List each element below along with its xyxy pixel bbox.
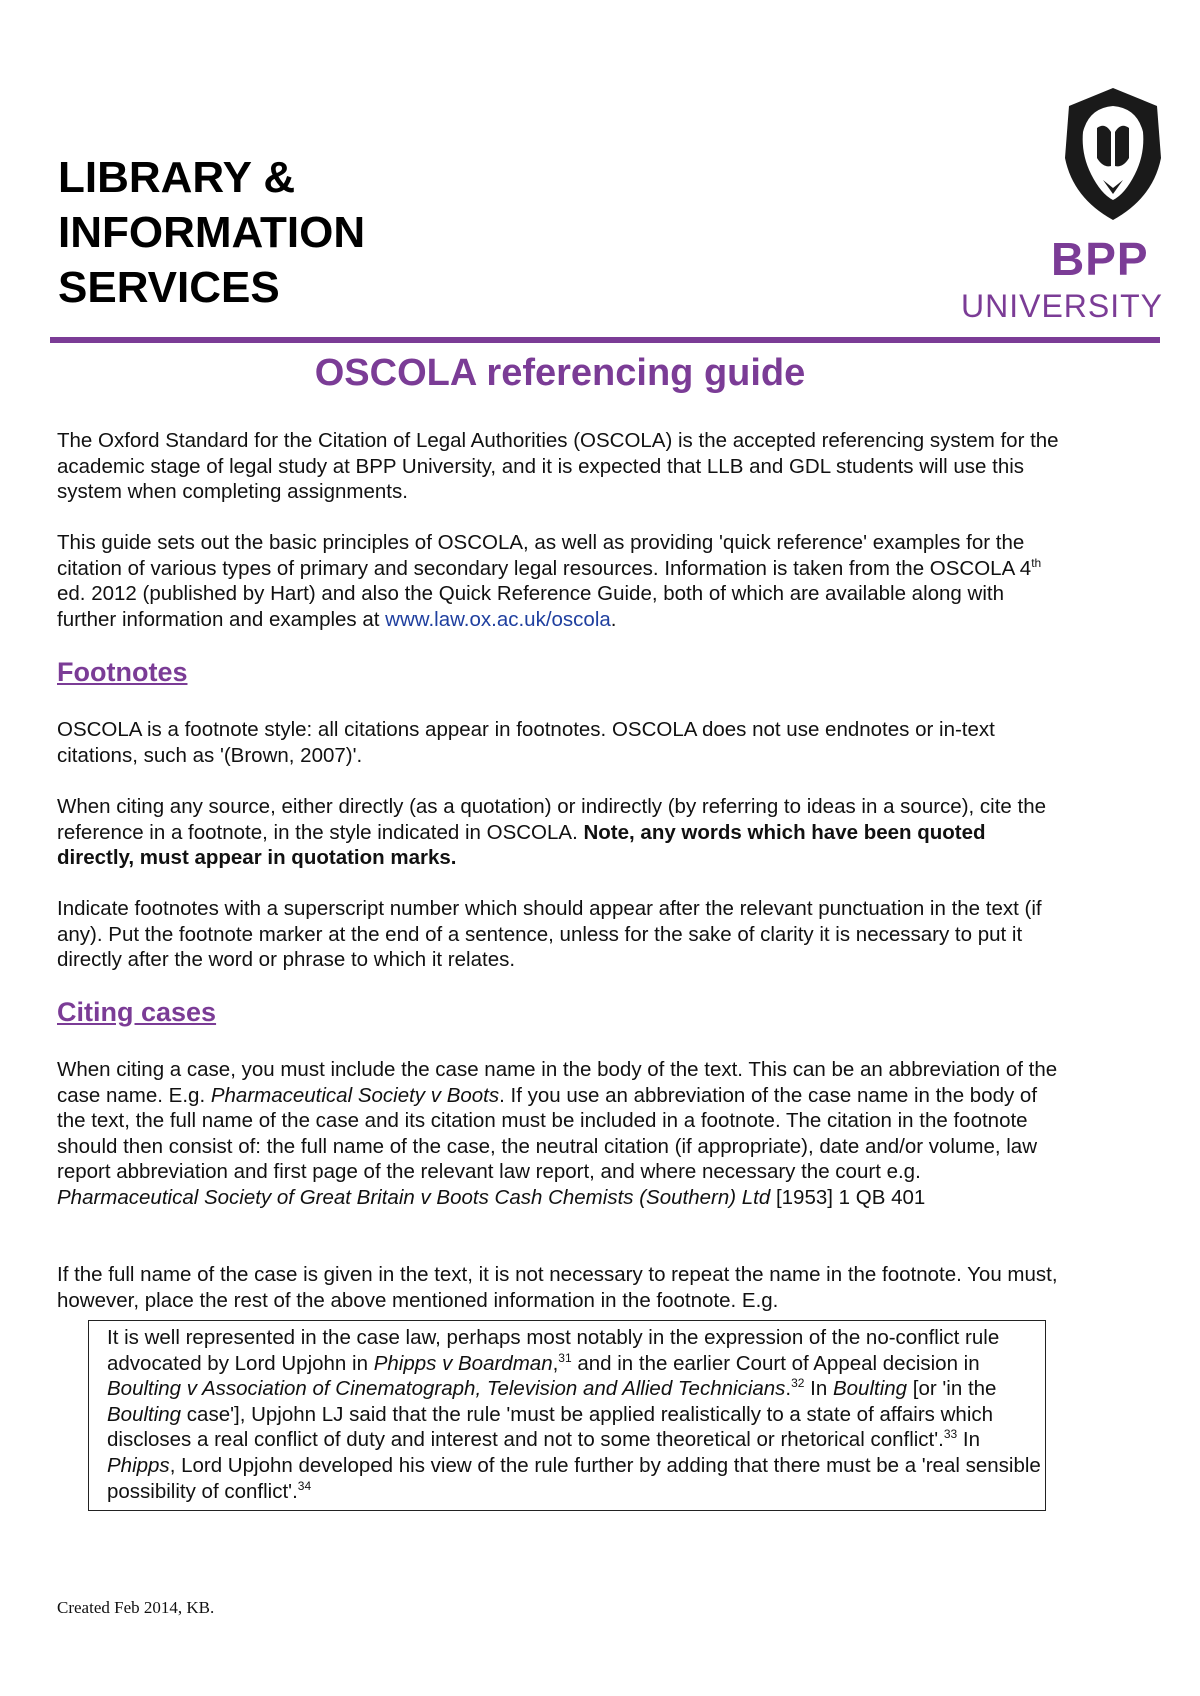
cases-paragraph-2: If the full name of the case is given in the text, it is not necessary to repeat the name in the footnote. You must, however, place the rest of the above mentioned information in the footnote. E.g. <box>57 1263 1058 1312</box>
bpp-university-logo <box>955 78 1170 338</box>
cases-paragraph-1: When citing a case, you must include the case name in the body of the text. This can be an abbreviation of the case name. E.g. Pharmaceutical Society v Boots. If you use an abbreviation of the case name in the body of the text, the full name of the case and its citation must be included in a footnote. The citation in the footnote should then consist of: the full name of the case, the neutral citation (if appropriate), date and/or volume, law report abbreviation and first page of the relevant law report, and where necessary the court e.g. Pharmaceutical Society of Great Britain v Boots Cash Chemists (Southern) Ltd [1953] 1 QB 401 <box>57 1058 1058 1209</box>
page-title: OSCOLA referencing guide <box>314 352 806 394</box>
library-services-heading: LIBRARY & INFORMATION SERVICES <box>58 153 366 312</box>
footnotes-paragraph-1: OSCOLA is a footnote style: all citations appear in footnotes. OSCOLA does not use endnotes or in-text citations, such as '(Brown, 2007)'. <box>57 718 995 767</box>
logo-sub: UNIVERSITY <box>960 288 1164 324</box>
intro-paragraph-2: This guide sets out the basic principles of OSCOLA, as well as providing 'quick reference' examples for the citation of various types of primary and secondary legal resources. Information is taken from the OSCOLA 4th ed. 2012 (published by Hart) and also the Quick Reference Guide, both of which are available along with further information and examples at www.law.ox.ac.uk/oscola. <box>57 531 1042 631</box>
intro-paragraph-1: The Oxford Standard for the Citation of Legal Authorities (OSCOLA) is the accepted referencing system for the academic stage of legal study at BPP University, and it is expected that LLB and GDL students will use this system when completing assignments. <box>57 429 1059 504</box>
logo-brand: BPP <box>1051 233 1149 285</box>
header-divider <box>50 337 1160 343</box>
footnotes-heading: Footnotes <box>57 657 188 687</box>
footer-created: Created Feb 2014, KB. <box>57 1598 215 1617</box>
example-quote-box: It is well represented in the case law, perhaps most notably in the expression of the no-conflict rule advocated by Lord Upjohn in Phipps v Boardman,$^{31}$ and in the earlier Court of Appeal decision in Boulting v Association of Cinematograph, Television and Allied Technicians.$^{32}$ In Boulting [or 'in the Boulting case'], Upjohn LJ said that the rule 'must be applied realistically to a state of affairs which discloses a real conflict of duty and interest and not to some theoretical or rhetorical conflict'.$^{33}$ In Phipps, Lord Upjohn developed his view of the rule further by adding that there must be a 'real sensible possibility of conflict'.$^{34}$ <box>88 1320 1046 1511</box>
footnotes-paragraph-3: Indicate footnotes with a superscript number which should appear after the relevant punctuation in the text (if any). Put the footnote marker at the end of a sentence, unless for the sake of clarity it is necessary to put it directly after the word or phrase to which it relates. <box>57 897 1042 972</box>
citing-cases-heading: Citing cases <box>57 997 217 1027</box>
lion-shield-icon <box>1053 84 1173 224</box>
footnotes-paragraph-2: When citing any source, either directly (as a quotation) or indirectly (by referring to ideas in a source), cite the reference in a footnote, in the style indicated in OSCOLA. Note, any words which have been quoted directly, must appear in quotation marks. <box>57 795 1047 870</box>
oscola-link[interactable]: www.law.ox.ac.uk/oscola <box>385 607 611 631</box>
